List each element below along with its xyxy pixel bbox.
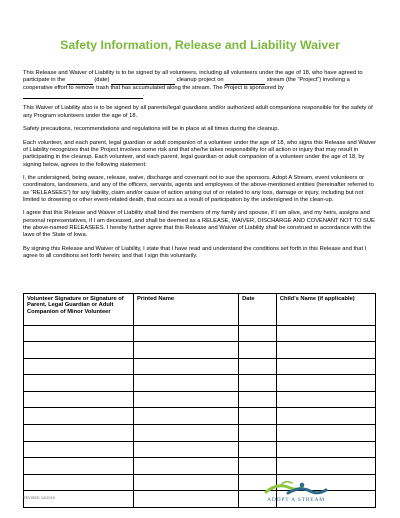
printed-name-cell[interactable] bbox=[134, 458, 239, 475]
signature-cell[interactable] bbox=[24, 375, 134, 392]
adopt-a-stream-logo bbox=[256, 478, 336, 506]
child-name-cell[interactable] bbox=[276, 375, 375, 392]
child-name-cell[interactable] bbox=[276, 441, 375, 458]
date-blank[interactable] bbox=[111, 78, 175, 85]
signature-row bbox=[24, 342, 376, 359]
signature-row bbox=[24, 391, 376, 408]
printed-name-cell[interactable] bbox=[134, 491, 239, 508]
date-cell[interactable] bbox=[239, 425, 277, 442]
signature-cell[interactable] bbox=[24, 441, 134, 458]
signature-cell[interactable] bbox=[24, 342, 134, 359]
intro-text-5: . bbox=[143, 91, 145, 98]
date-cell[interactable] bbox=[239, 408, 277, 425]
printed-name-cell[interactable] bbox=[134, 441, 239, 458]
stream-blank[interactable] bbox=[225, 78, 265, 85]
child-name-cell[interactable] bbox=[276, 358, 375, 375]
date-cell[interactable] bbox=[239, 391, 277, 408]
participation-blank[interactable] bbox=[67, 78, 93, 85]
child-name-cell[interactable] bbox=[276, 425, 375, 442]
child-name-cell[interactable] bbox=[276, 408, 375, 425]
date-cell[interactable] bbox=[239, 325, 277, 342]
paragraph-intro bbox=[23, 70, 376, 99]
document-title: Safety Information, Release and Liability Waiver bbox=[60, 38, 340, 52]
child-name-cell[interactable] bbox=[276, 325, 375, 342]
revision-note: REVISED 12/2010 bbox=[23, 496, 55, 500]
signature-cell[interactable] bbox=[24, 325, 134, 342]
paragraph-guardians: This Waiver of Liability also is to be signed by all parents/legal guardians and/or authorized adult companions responsible for the safety of any Program volunteers under the age of 18. bbox=[23, 105, 373, 119]
printed-name-cell[interactable] bbox=[134, 358, 239, 375]
printed-name-cell[interactable] bbox=[134, 342, 239, 359]
paragraph-acknowledgement: By signing this Release and Waiver of Liability, I state that I have read and understand the conditions set forth in this Release and that I agree to all conditions set forth herein; and that I sign this voluntarily. bbox=[23, 245, 367, 260]
stream-logo-icon bbox=[256, 478, 336, 498]
date-cell[interactable] bbox=[239, 358, 277, 375]
header-signature: Volunteer Signature or Signature of Parent, Legal Guardian or Adult Companion of Minor Volunteer bbox=[24, 294, 134, 326]
signature-row bbox=[24, 375, 376, 392]
date-cell[interactable] bbox=[239, 441, 277, 458]
printed-name-cell[interactable] bbox=[134, 474, 239, 491]
signature-cell[interactable] bbox=[24, 458, 134, 475]
child-name-cell[interactable] bbox=[276, 458, 375, 475]
signature-row bbox=[24, 458, 376, 475]
date-cell[interactable] bbox=[239, 375, 277, 392]
printed-name-cell[interactable] bbox=[134, 375, 239, 392]
intro-text-2: (date) bbox=[92, 77, 112, 84]
paragraph-safety: Safety precautions, recommendations and regulations will be in place at all times during the cleanup. bbox=[23, 126, 280, 133]
date-cell[interactable] bbox=[239, 342, 277, 359]
paragraph-release: I, the undersigned, being aware, release, waive, discharge and covenant not to sue the sponsors, Adopt A Stream, event volunteers or coordinators, landowners, and any of the officers, servants, agents and employees of the above-mentioned entities (hereinafter referred to as “RELEASEES”) for any liability, claim and/or cause of action arising out of or related to any loss, damage or injury, including but not limited to drowning or other event-related death, that occurs as a result of participation by the undersigned in the clean-up. bbox=[23, 175, 374, 203]
printed-name-cell[interactable] bbox=[134, 325, 239, 342]
printed-name-cell[interactable] bbox=[134, 391, 239, 408]
date-cell[interactable] bbox=[239, 458, 277, 475]
signature-table bbox=[23, 293, 376, 508]
signature-row bbox=[24, 408, 376, 425]
logo-text: ADOPT A STREAM bbox=[267, 497, 325, 503]
signature-row bbox=[24, 441, 376, 458]
signature-cell[interactable] bbox=[24, 425, 134, 442]
paragraph-binding: I agree that this Release and Waiver of Liability shall bind the members of my family and spouse, if I am alive, and my heirs, assigns and personal representatives, if I am deceased, and shall be deemed as a RELEASE, WAIVER, DISCHARGE AND COVENANT NOT TO SUE the above-named RELEASEES. I hereby further agree that this Release and Waiver of Liability shall be construed in accordance with the laws of the State of Iowa. bbox=[23, 210, 375, 239]
child-name-cell[interactable] bbox=[276, 342, 375, 359]
signature-row bbox=[24, 358, 376, 375]
signature-row bbox=[24, 425, 376, 442]
signature-cell[interactable] bbox=[24, 358, 134, 375]
signature-cell[interactable] bbox=[24, 391, 134, 408]
signature-cell[interactable] bbox=[24, 408, 134, 425]
signature-row bbox=[24, 325, 376, 342]
signature-cell[interactable] bbox=[24, 474, 134, 491]
header-child-name: Child’s Name (if applicable) bbox=[276, 294, 375, 326]
child-name-cell[interactable] bbox=[276, 391, 375, 408]
header-date: Date bbox=[239, 294, 277, 326]
intro-text-4: stream (the “Project”) involving a cooperative effort to remove trash that has accumulated along the stream. The Project is sponsored by bbox=[23, 77, 350, 91]
intro-text-3: cleanup project on bbox=[175, 77, 226, 84]
printed-name-cell[interactable] bbox=[134, 425, 239, 442]
header-printed-name: Printed Name bbox=[134, 294, 239, 326]
sponsor-blank[interactable] bbox=[23, 92, 143, 99]
paragraph-risk: Each volunteer, and each parent, legal guardian or adult companion of a volunteer under the age of 18, who signs this Release and Waiver of Liability recognizes that the Project involves some risk and that she/he takes responsibility for all action or injury that may result in participating in the cleanup. Each volunteer, and each parent, legal guardian or adult companion of a volunteer under the age of 18, by signing below, agrees to the following statement: bbox=[23, 139, 377, 168]
intro-text-1: This Release and Waiver of Liability is to be signed by all volunteers, including all volunteers under the age of 18, who have agreed to participate in the bbox=[23, 70, 363, 84]
printed-name-cell[interactable] bbox=[134, 408, 239, 425]
signature-table-header bbox=[24, 294, 376, 326]
waiver-body bbox=[23, 70, 376, 267]
